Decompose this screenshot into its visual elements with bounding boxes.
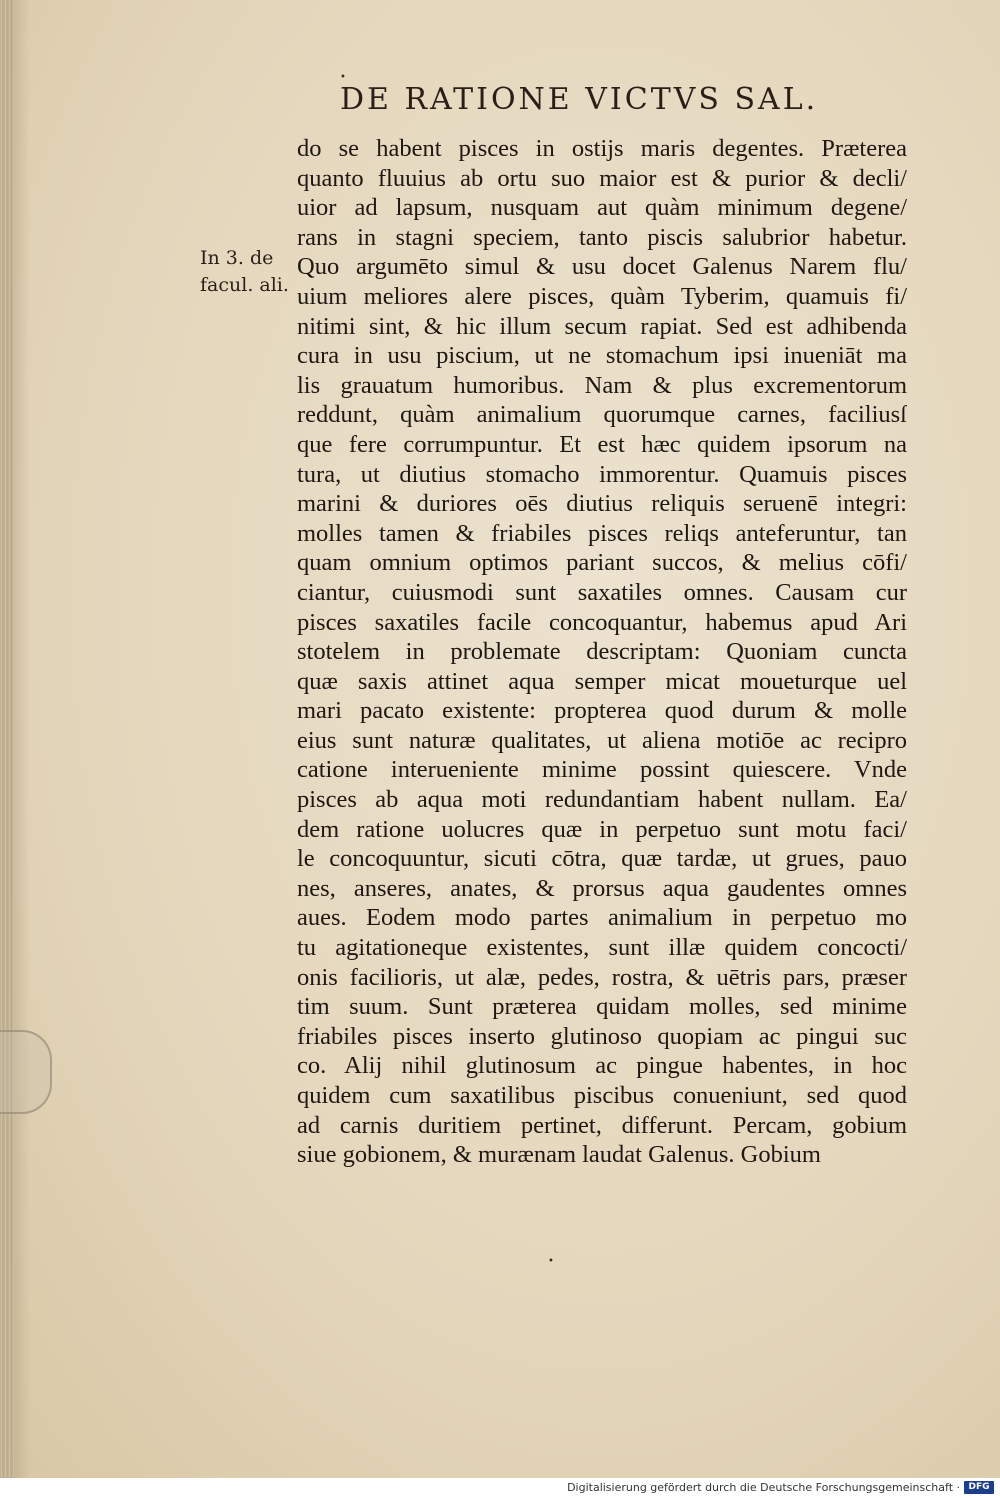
text-line: Quo argumēto simul & usu docet Galenus Narem flu/ bbox=[297, 253, 907, 281]
footer-credit: Digitalisierung gefördert durch die Deutsche Forschungsgemeinschaft · bbox=[567, 1481, 960, 1494]
text-line: quæ saxis attinet aqua semper micat moueturque uel bbox=[297, 667, 907, 695]
text-line: friabiles pisces inserto glutinoso quopiam ac pingui suc bbox=[297, 1022, 907, 1050]
text-line: co. Alij nihil glutinosum ac pingue habentes, in hoc bbox=[297, 1052, 907, 1080]
text-line: reddunt, quàm animalium quorumque carnes, faciliusſ bbox=[297, 401, 907, 429]
text-line: do se habent pisces in ostijs maris degentes. Præterea bbox=[297, 135, 907, 162]
running-head: DE RATIONE VICTVS SAL. bbox=[340, 82, 819, 117]
text-line: rans in stagni speciem, tanto piscis salubrior habetur. bbox=[297, 223, 907, 251]
text-line: quam omnium optimos pariant succos, & melius cōfi/ bbox=[297, 549, 907, 577]
clasp-shadow bbox=[0, 1030, 52, 1114]
text-line: pisces saxatiles facile concoquantur, habemus apud Ari bbox=[297, 608, 907, 636]
text-line: quidem cum saxatilibus piscibus conueniunt, sed quod bbox=[297, 1082, 907, 1109]
marginal-note-line: In 3. de bbox=[200, 247, 274, 269]
text-line: marini & duriores oēs diutius reliquis seruenē integri: bbox=[297, 490, 907, 518]
text-line: tura, ut diutius stomacho immorentur. Quamuis pisces bbox=[297, 460, 907, 488]
text-line: siue gobionem, & murænam laudat Galenus. Gobium bbox=[297, 1141, 821, 1169]
text-line: mari pacato existente: propterea quod durum & molle bbox=[297, 697, 907, 725]
text-line: cura in usu piscium, ut ne stomachum ipsi inueniāt ma bbox=[297, 342, 907, 370]
marginal-note-line: facul. ali. bbox=[200, 274, 289, 296]
ink-dot: • bbox=[548, 1256, 554, 1267]
text-line: uior ad lapsum, nusquam aut quàm minimum degene/ bbox=[297, 194, 907, 222]
ink-dot: • bbox=[340, 72, 346, 83]
text-line: que fere corrumpuntur. Et est hæc quidem ipsorum na bbox=[297, 430, 907, 458]
text-line: catione interueniente minime possint quiescere. Vnde bbox=[297, 756, 907, 784]
text-line: le concoquuntur, sicuti cōtra, quæ tardæ, ut grues, pauo bbox=[297, 845, 907, 873]
text-line: tim suum. Sunt præterea quidam molles, sed minime bbox=[297, 993, 907, 1021]
text-line: onis facilioris, ut alæ, pedes, rostra, & uētris pars, præser bbox=[297, 963, 907, 991]
text-line: nitimi sint, & hic illum secum rapiat. Sed est adhibenda bbox=[297, 312, 907, 340]
text-line: quanto fluuius ab ortu suo maior est & purior & decli/ bbox=[297, 164, 907, 192]
text-line: molles tamen & friabiles pisces reliqs anteferuntur, tan bbox=[297, 519, 907, 547]
text-line: eius sunt naturæ qualitates, ut aliena motiōe ac recipro bbox=[297, 726, 907, 754]
text-line: nes, anseres, anates, & prorsus aqua gaudentes omnes bbox=[297, 874, 907, 902]
text-line: lis grauatum humoribus. Nam & plus excrementorum bbox=[297, 371, 907, 399]
footer-bar bbox=[0, 1478, 1000, 1498]
page-edge bbox=[0, 0, 14, 1478]
text-line: dem ratione uolucres quæ in perpetuo sunt motu faci/ bbox=[297, 815, 907, 843]
text-line: stotelem in problemate descriptam: Quoniam cuncta bbox=[297, 638, 907, 666]
dfg-logo: DFG bbox=[964, 1481, 994, 1494]
text-line: aues. Eodem modo partes animalium in perpetuo mo bbox=[297, 904, 907, 932]
text-line: tu agitationeque existentes, sunt illæ quidem concocti/ bbox=[297, 934, 907, 962]
text-line: ad carnis duritiem pertinet, differunt. Percam, gobium bbox=[297, 1111, 907, 1139]
text-line: ciantur, cuiusmodi sunt saxatiles omnes. Causam cur bbox=[297, 578, 907, 606]
text-line: uium meliores alere pisces, quàm Tyberim, quamuis fi/ bbox=[297, 282, 907, 310]
marginal-note bbox=[200, 245, 290, 299]
text-line: pisces ab aqua moti redundantiam habent nullam. Ea/ bbox=[297, 786, 907, 814]
body-text bbox=[297, 134, 907, 1170]
